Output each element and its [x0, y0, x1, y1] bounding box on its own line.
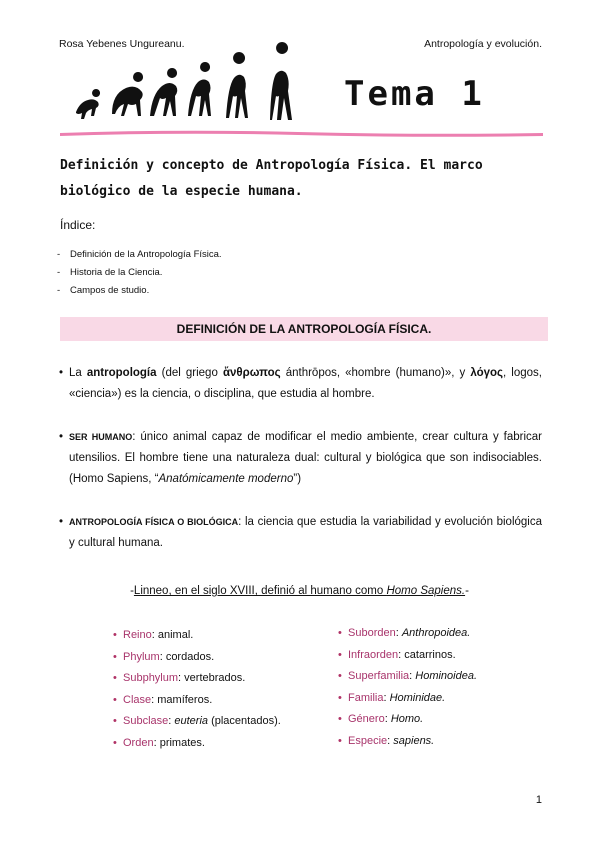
- taxonomy-item: • Phylum: cordados.: [113, 650, 215, 663]
- header-author: Rosa Yebenes Ungureanu.: [59, 38, 185, 50]
- section-title: DEFINICIÓN DE LA ANTROPOLOGÍA FÍSICA.: [176, 322, 432, 336]
- index-item: - Historia de la Ciencia.: [57, 267, 163, 278]
- index-label: Índice:: [60, 218, 96, 232]
- taxonomy-right-list: [338, 623, 477, 752]
- document-title: Definición y concepto de Antropología Física. El marco biológico de la especie humana.: [60, 158, 483, 199]
- taxonomy-item: • Reino: animal.: [113, 629, 194, 641]
- taxonomy-item: • Familia: Hominidae.: [338, 691, 446, 704]
- taxonomy-item: • Subphylum: vertebrados.: [113, 672, 246, 684]
- header-subject: Antropología y evolución.: [424, 38, 542, 50]
- taxonomy-item: • Clase: mamíferos.: [113, 693, 213, 706]
- page-number: 1: [535, 794, 542, 806]
- taxonomy-item: • Superfamilia: Hominoidea.: [338, 670, 478, 682]
- chapter-heading: Tema 1: [344, 74, 485, 114]
- paragraph-antropologia: • La antropología (del griego ἄνθρωπος ánthrōpos, «hombre (humano)», y λόγος, logos, «ciencia») es la ciencia, o disciplina, que estudia al hombre.: [60, 363, 542, 405]
- taxonomy-item: • Orden: primates.: [113, 736, 205, 749]
- taxonomy-item: • Infraorden: catarrinos.: [338, 648, 456, 661]
- taxonomy-item: • Especie: sapiens.: [338, 734, 435, 747]
- index-item: - Campos de studio.: [57, 285, 150, 296]
- bullet: •: [59, 516, 64, 528]
- linneo-statement: -Linneo, en el siglo XVIII, definió al humano como Homo Sapiens.-: [130, 585, 469, 597]
- taxonomy-item: • Subclase: euteria (placentados).: [113, 715, 281, 727]
- taxonomy-left-list: [113, 625, 281, 754]
- bullet: •: [59, 431, 64, 443]
- bullet: •: [59, 367, 64, 379]
- evolution-silhouettes-illustration: [72, 42, 330, 124]
- taxonomy-item: • Género: Homo.: [338, 713, 424, 725]
- paragraph-ser-humano: • SER HUMANO: único animal capaz de modificar el medio ambiente, crear cultura y fabricar utensilios. El hombre tiene una naturaleza dual: cultural y biológica que son indisociables. (Homo Sapiens, “Anatómicamente moderno”): [60, 427, 542, 490]
- taxonomy-item: • Suborden: Anthropoidea.: [338, 627, 471, 639]
- pink-brush-divider: [58, 128, 545, 138]
- paragraph-antropologia-fisica: • ANTROPOLOGÍA FÍSICA O BIOLÓGICA: la ciencia que estudia la variabilidad y evolución biológica y cultural humana.: [60, 512, 542, 554]
- index-item: - Definición de la Antropología Física.: [57, 249, 222, 260]
